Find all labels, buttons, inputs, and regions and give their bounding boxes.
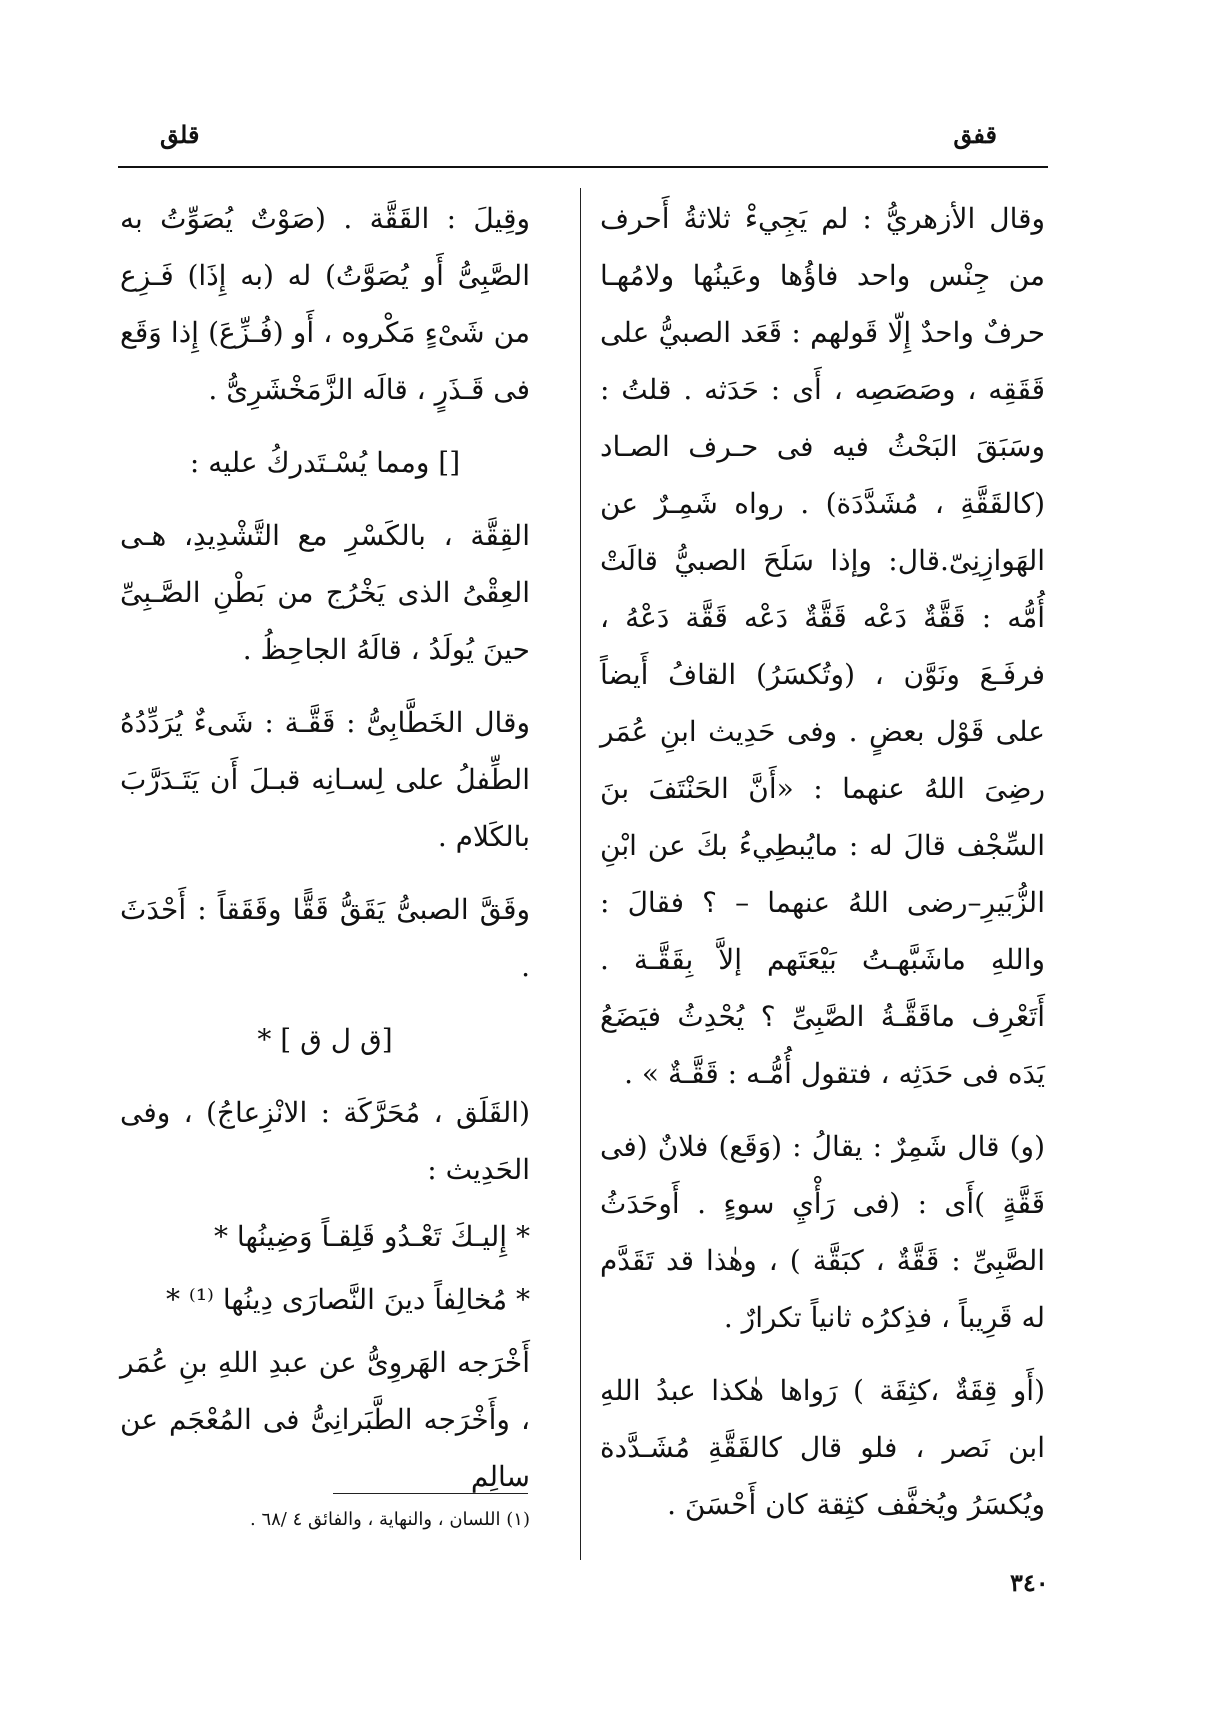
left-paragraph-1: وقِيلَ : القَقَّة . (صَوْتٌ يُصَوِّتُ به الصَّبِىُّ أَو يُصَوَّتُ) له (به إِذَا) فَـزِع من شَىْءٍ مَكْروه ، أَو (فُـزِّعَ) إِذا وَقَع فى قَـذَرٍ ، قالَه الزَّمَخْشَرِىُّ . [120, 202, 530, 406]
footnote-rule [333, 1493, 528, 1494]
header-rule [118, 166, 1048, 168]
verse-line-1: * إِليـكَ تَعْـدُو قَلِقـاً وَضِينُها * [214, 1220, 530, 1253]
right-paragraph-3: (أَو قِقَةٌ ،كثِقَة ) رَواها هٰكذا عبدُ اللهِ ابن نَصر ، فلو قال كالقَقَّةِ مُشَـدَّدة ويُكسَرُ ويُخفَّف كثِقة كان أَحْسَنَ . [600, 1374, 1045, 1521]
page-number: ٣٤٠ [1010, 1568, 1049, 1597]
column-divider [580, 188, 581, 1560]
left-paragraph-3: وقال الخَطَّابِىُّ : قَقَّـة : شَىءٌ يُرَدِّدُهُ الطِّفلُ على لِسـانِه قبـلَ أَن يَتَـدَرَّبَ بالكَلام . [120, 706, 530, 853]
header-left-word: قلق [160, 120, 200, 149]
right-paragraph-1: وقال الأزهريُّ : لم يَجِيءْ ثلاثةُ أَحرف من جِنْس واحد فاؤُها وعَينُها ولامُهـا حرفٌ واحدٌ إِلّا قَولهم : قَعَد الصبيُّ على قَقَقِه ، وصَصَصِه ، أَى : حَدَثه . قلتُ : وسَبَقَ البَحْثُ فيه فى حـرف الصـاد (كالقَقَّةِ ، مُشَدَّدَة) . رواه شَمِـرٌ عن الهَوازِنِىّ.قال: وإذا سَلَحَ الصبيُّ قالَتْ أُمُّه : قَقَّةٌ دَعْه قَقَّةٌ دَعْه قَقَّة دَعْهُ ، فرفَـعَ ونَوَّن ، (وتُكسَرُ) القافُ أَيضاً على قَوْل بعضٍ . وفى حَدِيث ابنِ عُمَر رضِىَ اللهُ عنهما : «أَنَّ الحَنْتَفَ بنَ السِّجْف قالَ له : مايُبطِيءُ بكَ عن ابْنِ الزُّبَيرِ–رضى اللهُ عنهما – ؟ فقالَ : واللهِ ماشَبَّهـتُ بَيْعَتَهم إلاَّ بِقَقَّـة . أَتَعْرِف ماقَقَّـةُ الصَّبِىِّ ؟ يُحْدِثُ فيَضَعُ يَدَه فى حَدَثِه ، فتقول أُمُّـه : قَقَّـةٌ » . [600, 202, 1045, 1090]
right-column [600, 190, 1045, 1549]
left-paragraph-4: وقَقَّ الصبىُّ يَقَقُّ قَقًّا وقَقَقاً : أَحْدَثَ . [120, 893, 530, 983]
entry-heading: [ق ل ق ] * [257, 1023, 393, 1056]
right-paragraph-2: (و) قال شَمِرٌ : يقالُ : (وَقَع) فلانٌ (فى قَقَّةٍ )أَى : (فى رَأْيِ سوءٍ . أَوحَدَثُ الصَّبِىِّ : قَقَّةٌ ، كبَقَّة ) ، وهٰذا قد تَقَدَّم له قَرِيباً ، فذِكرُه ثانياً تكرارٌ . [600, 1130, 1046, 1334]
left-paragraph-5: (القَلَق ، مُحَرَّكَة : الانْزِعاجُ) ، وفى الحَدِيث : [120, 1096, 530, 1186]
left-paragraph-2: القِقَّة ، بالكَسْرِ مع التَّشْدِيدِ، هـى العِقْىُ الذى يَخْرُج من بَطْنِ الصَّـبِىِّ حينَ يُولَدُ ، قالَهُ الجاحِظُ . [120, 519, 530, 666]
footnote: (١) اللسان ، والنهاية ، والفائق ٤ /٦٨ . [250, 1509, 530, 1530]
verse-line-2: * مُخالِفاً دينَ النَّصارَى دِينُها ⁽¹⁾ * [166, 1283, 530, 1316]
left-column [120, 190, 530, 1521]
header-right-word: قفق [953, 120, 997, 149]
left-paragraph-6: أَخْرَجه الهَروِىُّ عن عبدِ اللهِ بنِ عُمَر ، وأَخْرَجه الطَّبَرانِىُّ فى المُعْجَم عن سالِم [120, 1346, 530, 1493]
addendum-heading: [] ومما يُسْـتَدركُ عليه : [189, 446, 461, 479]
